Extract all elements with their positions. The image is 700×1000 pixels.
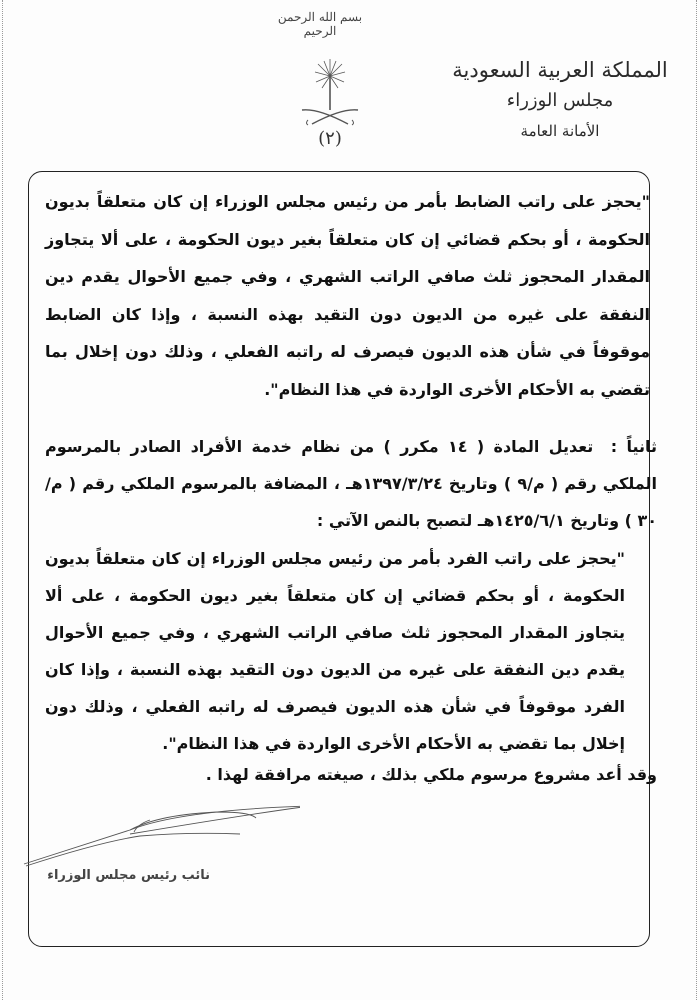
section-two-heading: ثانياً : bbox=[610, 437, 658, 456]
letterhead-council: مجلس الوزراء bbox=[506, 90, 614, 111]
letterhead-secretariat: الأمانة العامة bbox=[520, 122, 600, 140]
section-two bbox=[45, 428, 657, 539]
letterhead bbox=[430, 55, 690, 145]
section-two-text: تعديل المادة ( ١٤ مكرر ) من نظام خدمة الأفراد الصادر بالمرسوم الملكي رقم ( م/٩ ) وتاريخ ١٣٩٧/٣/٢٤هـ ، المضافة بالمرسوم الملكي رقم ( م/٣٠ ) وتاريخ ١٤٢٥/٦/١هـ لتصبح بالنص الآتي : bbox=[45, 437, 658, 530]
basmala: بسم الله الرحمن الرحيم bbox=[277, 10, 363, 38]
page-edge-right bbox=[696, 0, 697, 1000]
paragraph-officer-salary: "يحجز على راتب الضابط بأمر من رئيس مجلس الوزراء إن كان متعلقاً بديون الحكومة ، أو بحكم قضائي إن كان متعلقاً بغير ديون الحكومة ، على ألا يتجاوز المقدار المحجوز ثلث صافي الراتب الشهري ، وفي جميع الأحوال يقدم دين النفقة على غيره من الديون دون التقيد بهذه النسبة ، وإذا كان الضابط موقوفاً في شأن هذه الديون فيصرف له راتبه الفعلي ، وذلك دون إخلال بما تقضي به الأحكام الأخرى الواردة في هذا النظام". bbox=[45, 192, 650, 399]
closing-statement: وقد أعد مشروع مرسوم ملكي بذلك ، صيغته مرافقة لهذا . bbox=[205, 765, 657, 784]
handwritten-signature bbox=[20, 790, 300, 870]
page-number: (٢) bbox=[318, 128, 342, 149]
letterhead-country: المملكة العربية السعودية bbox=[452, 58, 668, 82]
signatory-title: نائب رئيس مجلس الوزراء bbox=[47, 868, 210, 883]
paragraph-individual-salary: "يحجز على راتب الفرد بأمر من رئيس مجلس الوزراء إن كان متعلقاً بديون الحكومة ، أو بحكم قضائي إن كان متعلقاً بغير ديون الحكومة ، على ألا يتجاوز المقدار المحجوز ثلث صافي الراتب الشهري ، وفي جميع الأحوال يقدم دين النفقة على غيره من الديون دون التقيد بهذه النسبة ، وإذا كان الفرد موقوفاً في شأن هذه الديون فيصرف له راتبه الفعلي ، وذلك دون إخلال بما تقضي به الأحكام الأخرى الواردة في هذا النظام". bbox=[45, 549, 625, 753]
page-edge-left bbox=[2, 0, 3, 1000]
